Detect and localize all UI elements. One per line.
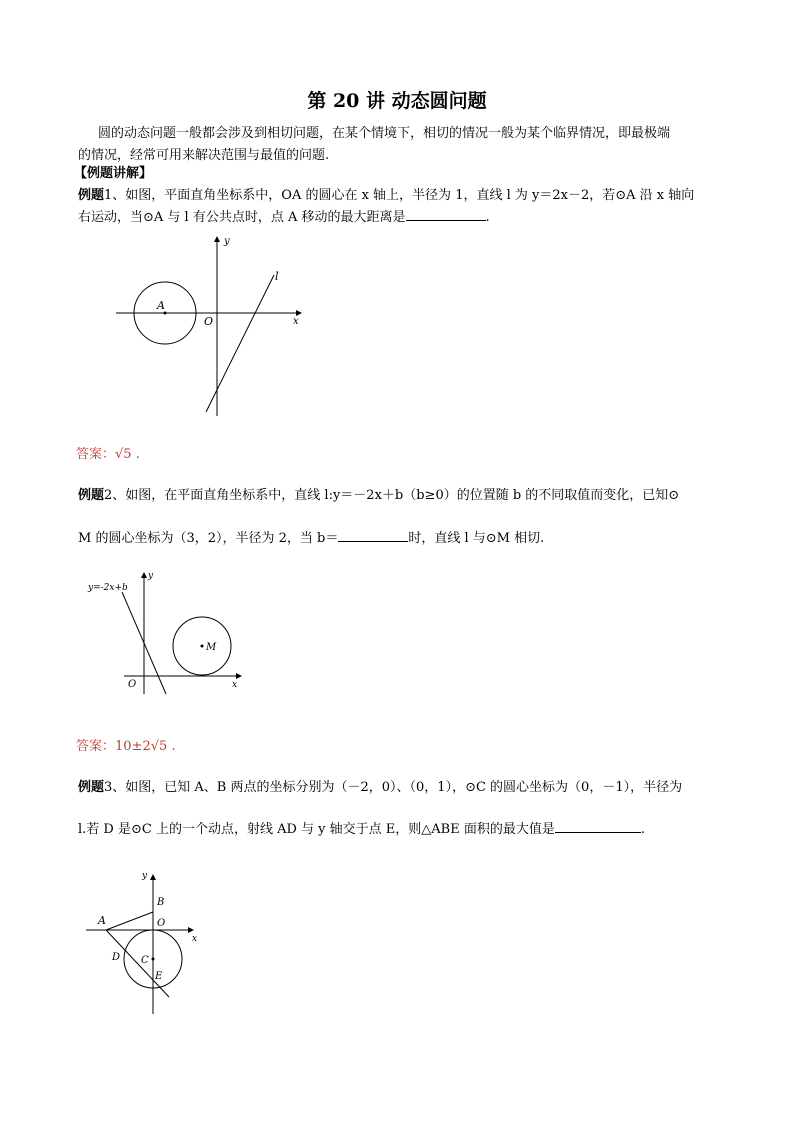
ex1-label-x: x bbox=[293, 316, 299, 327]
page-title: 第 20 讲 动态圆问题 bbox=[307, 90, 487, 112]
ex1-figure bbox=[110, 232, 310, 422]
ex1-end: . bbox=[485, 210, 490, 225]
intro-line-2: 的情况，经常可用来解决范围与最值的问题. bbox=[78, 148, 330, 163]
ex2-center-m bbox=[201, 645, 204, 648]
ex1-answer-blank bbox=[406, 208, 486, 221]
ex3-end: . bbox=[640, 822, 645, 837]
ex1-label-l: l bbox=[275, 270, 279, 283]
ex3-x-arrow bbox=[188, 927, 194, 933]
ex3-label: 例题 bbox=[78, 780, 105, 795]
ex2-label: 例题 bbox=[78, 488, 105, 503]
ex3-label-d: D bbox=[112, 952, 121, 963]
ex3-line-2 bbox=[78, 818, 645, 837]
ex3-label-y: y bbox=[142, 871, 148, 881]
ex3-label-a: A bbox=[98, 914, 106, 927]
section-heading: 【例题讲解】 bbox=[74, 166, 153, 181]
ex3-label-e: E bbox=[155, 971, 163, 982]
ex2-line-2 bbox=[78, 527, 544, 546]
ex2-figure bbox=[86, 566, 256, 696]
intro-line-1: 圆的动态问题一般都会涉及到相切问题，在某个情境下，相切的情况一般为某个临界情况，即最极端 bbox=[98, 126, 671, 141]
ex3-figure bbox=[84, 864, 214, 1019]
ex1-text-2: 右运动，当⊙A 与 l 有公共点时，点 A 移动的最大距离是 bbox=[78, 210, 406, 225]
ex3-text-2: l.若 D 是⊙C 上的一个动点，射线 AD 与 y 轴交于点 E，则△ABE 面积的最大值是 bbox=[78, 822, 555, 837]
ex1-label-y: y bbox=[224, 236, 230, 247]
ex2-y-arrow bbox=[141, 572, 147, 578]
ex2-text-1: 2、如图，在平面直角坐标系中，直线 l:y＝－2x＋b（b≥0）的位置随 b 的不同取值而变化，已知⊙ bbox=[104, 488, 680, 503]
ex2-line-1 bbox=[78, 484, 679, 503]
ex3-text-1: 3、如图，已知 A、B 两点的坐标分别为（－2，0）、（0，1），⊙C 的圆心坐标为（0，－1），半径为 bbox=[104, 780, 683, 795]
ex2-text-2a: M 的圆心坐标为（3，2），半径为 2，当 b＝ bbox=[78, 531, 339, 546]
ex3-label-x: x bbox=[192, 934, 198, 944]
ex1-answer-value: √5 . bbox=[115, 447, 140, 462]
ex1-answer bbox=[76, 443, 140, 462]
ex2-answer-value: 10±2√5 . bbox=[115, 739, 176, 754]
ex2-answer bbox=[76, 735, 176, 754]
ex2-label-y: y bbox=[148, 571, 154, 581]
ex1-label-o: O bbox=[204, 315, 214, 328]
ex1-line-l bbox=[206, 275, 274, 412]
ex2-label-eq: y=-2x+b bbox=[88, 583, 128, 593]
ex1-line-1 bbox=[78, 184, 694, 203]
ex1-label: 例题 bbox=[78, 188, 105, 203]
ex1-y-arrow bbox=[214, 236, 220, 242]
ex2-label-x: x bbox=[232, 680, 238, 690]
ex3-label-o: O bbox=[157, 918, 166, 929]
ex3-label-c: C bbox=[141, 955, 149, 966]
ex3-segment-ab bbox=[106, 912, 153, 930]
ex2-answer-blank bbox=[338, 529, 408, 542]
ex3-y-arrow bbox=[150, 874, 156, 880]
ex3-label-b: B bbox=[157, 897, 165, 908]
ex3-line-1 bbox=[78, 776, 682, 795]
ex2-x-arrow bbox=[236, 673, 242, 679]
ex3-answer-blank bbox=[555, 820, 641, 833]
ex1-line-2 bbox=[78, 206, 490, 225]
ex2-answer-label: 答案： bbox=[76, 739, 116, 754]
ex2-label-o: O bbox=[128, 679, 137, 690]
ex3-ray-ad bbox=[106, 930, 169, 997]
ex3-center-c bbox=[152, 958, 155, 961]
ex2-text-2b: 时，直线 l 与⊙M 相切. bbox=[408, 531, 545, 546]
ex1-label-a: A bbox=[157, 299, 165, 312]
ex2-label-m: M bbox=[206, 642, 217, 653]
ex1-text-1: 1、如图，平面直角坐标系中，OA 的圆心在 x 轴上，半径为 1，直线 l 为 y＝2x－2，若⊙A 沿 x 轴向 bbox=[104, 188, 695, 203]
ex1-answer-label: 答案： bbox=[76, 447, 116, 462]
